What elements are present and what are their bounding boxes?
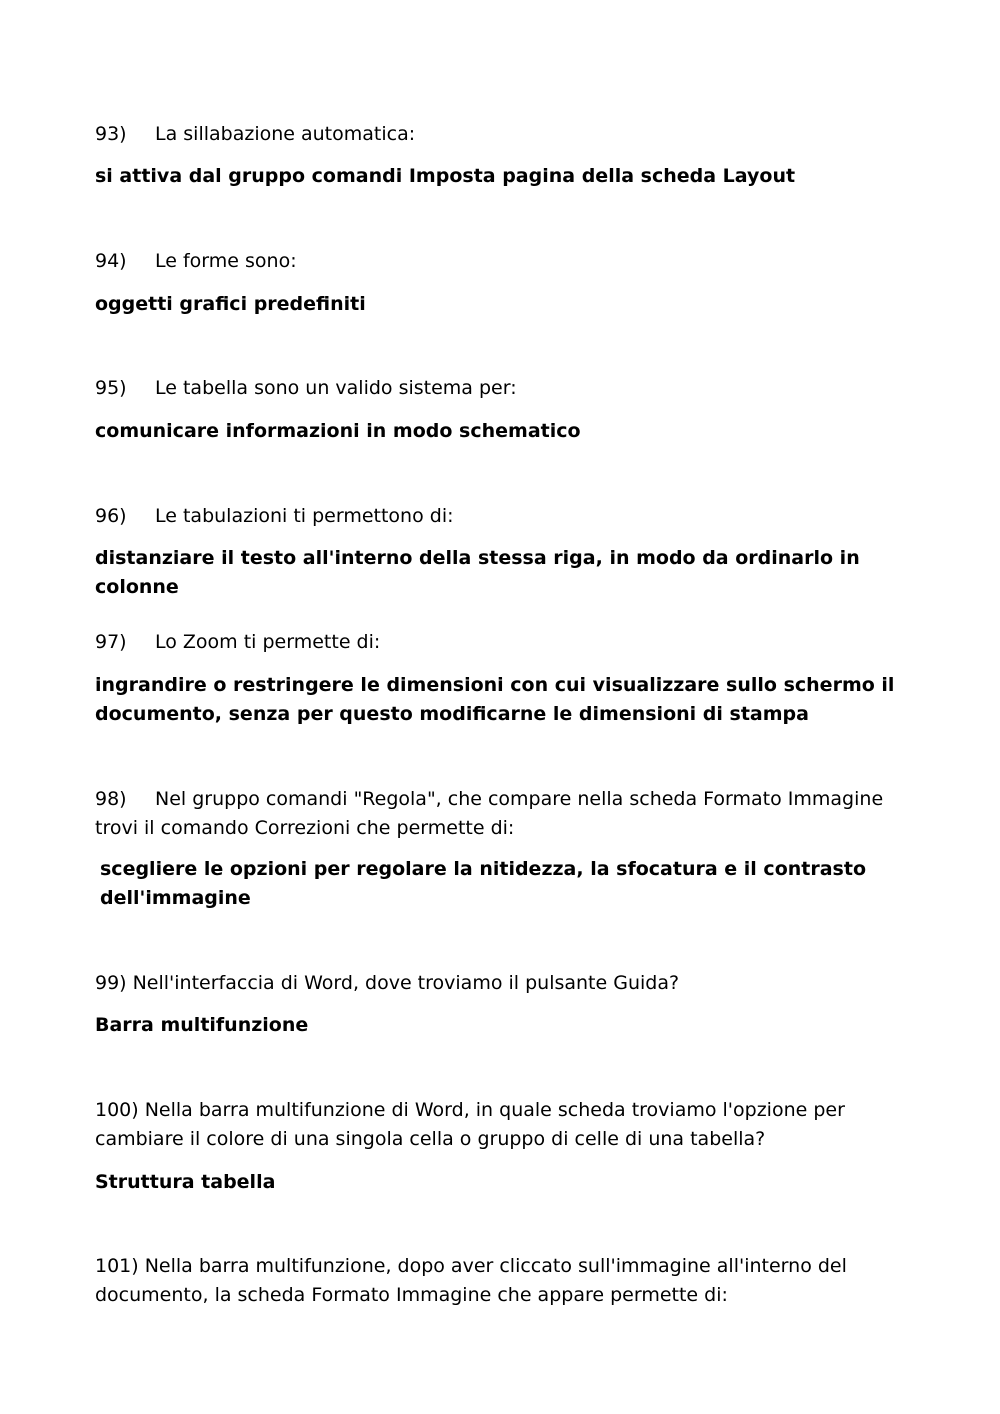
- question-95: [95, 374, 910, 403]
- answer-97: ingrandire o restringere le dimensioni con cui visualizzare sullo schermo il documento, senza per questo modificarne le dimensioni di stampa: [95, 674, 895, 725]
- question-text: Le forme sono:: [155, 250, 297, 272]
- question-text: Nel gruppo comandi "Regola", che compare nella scheda Formato Immagine trovi il comando Correzioni che permette di:: [95, 788, 884, 839]
- question-number: 100): [95, 1099, 139, 1121]
- answer-93: si attiva dal gruppo comandi Imposta pagina della scheda Layout: [95, 165, 796, 187]
- answer-96: distanziare il testo all'interno della stessa riga, in modo da ordinarlo in colonne: [95, 547, 860, 598]
- question-number: 94): [95, 250, 127, 272]
- question-text: Le tabulazioni ti permettono di:: [155, 505, 454, 527]
- question-text: Nella barra multifunzione di Word, in quale scheda troviamo l'opzione per cambiare il colore di una singola cella o gruppo di celle di una tabella?: [95, 1099, 845, 1150]
- question-number: 96): [95, 505, 127, 527]
- question-text: La sillabazione automatica:: [155, 123, 416, 145]
- question-number: 93): [95, 123, 127, 145]
- answer-100: Struttura tabella: [95, 1171, 276, 1193]
- question-99: [95, 969, 910, 998]
- question-number: 98): [95, 788, 127, 810]
- question-text: Nella barra multifunzione, dopo aver cliccato sull'immagine all'interno del documento, la scheda Formato Immagine che appare permette di:: [95, 1255, 847, 1306]
- answer-94: oggetti grafici predefiniti: [95, 293, 366, 315]
- question-100: [95, 1096, 910, 1154]
- question-text: Le tabella sono un valido sistema per:: [155, 377, 517, 399]
- question-number: 101): [95, 1255, 139, 1277]
- question-97: [95, 628, 910, 657]
- question-93: [95, 120, 910, 149]
- question-94: [95, 247, 910, 276]
- answer-99: Barra multifunzione: [95, 1014, 309, 1036]
- question-number: 99): [95, 972, 127, 994]
- question-96: [95, 502, 910, 531]
- question-101: [95, 1252, 910, 1310]
- question-98: [95, 785, 910, 843]
- answer-98: scegliere le opzioni per regolare la nitidezza, la sfocatura e il contrasto dell'immagine: [100, 858, 866, 909]
- question-number: 95): [95, 377, 127, 399]
- question-text: Lo Zoom ti permette di:: [155, 631, 381, 653]
- answer-95: comunicare informazioni in modo schematico: [95, 420, 581, 442]
- question-text: Nell'interfaccia di Word, dove troviamo il pulsante Guida?: [132, 972, 680, 994]
- question-number: 97): [95, 631, 127, 653]
